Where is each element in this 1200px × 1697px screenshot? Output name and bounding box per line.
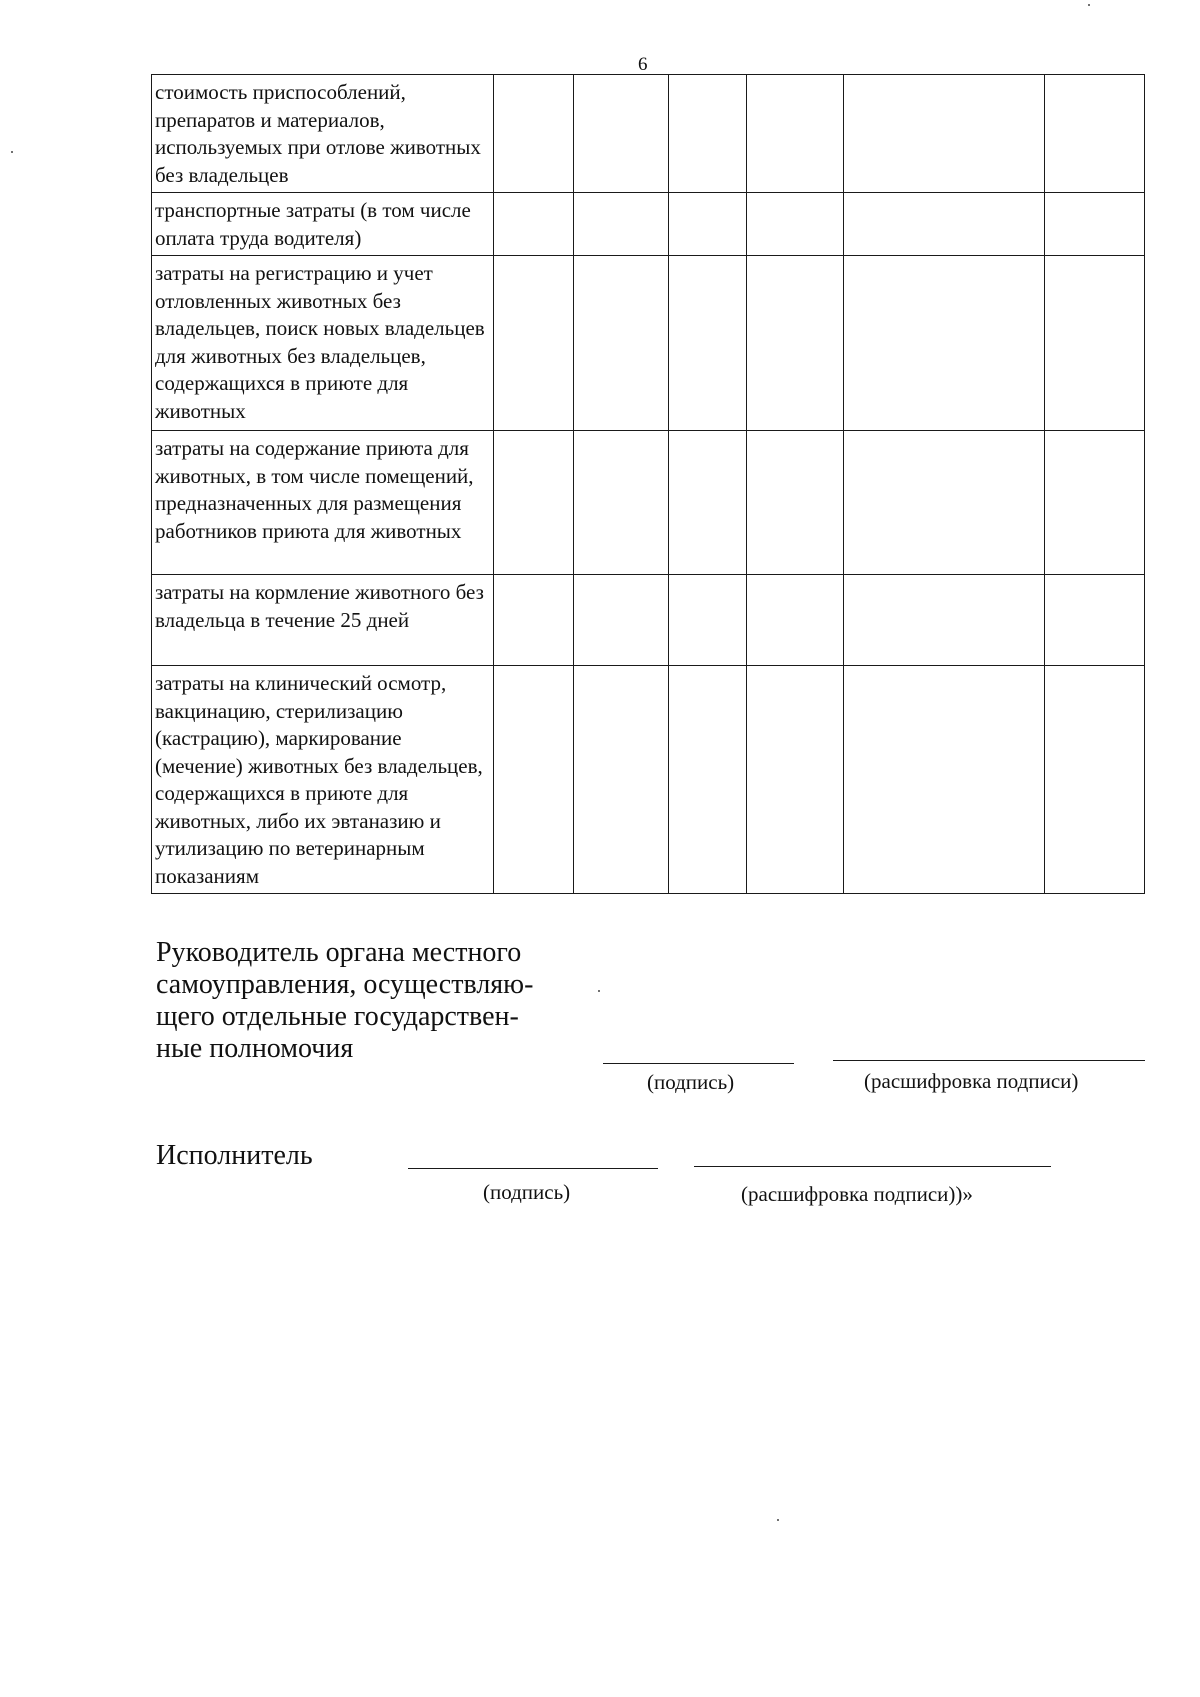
- executor-decoding-caption: (расшифровка подписи))»: [741, 1182, 973, 1206]
- executor-signature-caption: (подпись): [483, 1180, 571, 1204]
- row-label-text: затраты на содержание приюта для животных, в том числе помещений, предназначенных для размещения работников приюта для животных: [155, 436, 474, 543]
- head-signature-caption: (подпись): [647, 1070, 735, 1094]
- scan-speck: [598, 990, 600, 992]
- row-label-text: затраты на кормление животного без владельца в течение 25 дней: [155, 580, 484, 632]
- executor-label: Исполнитель: [156, 1140, 313, 1171]
- row-label-text: затраты на регистрацию и учет отловленных животных без владельцев, поиск новых владельцев для животных без владельцев, содержащихся в приюте для животных: [155, 261, 485, 423]
- head-signature-line: [603, 1063, 794, 1064]
- row-label-text: транспортные затраты (в том числе оплата труда водителя): [155, 198, 471, 250]
- head-decoding-line: [833, 1060, 1145, 1061]
- head-decoding-caption: (расшифровка подписи): [864, 1069, 1079, 1093]
- scan-speck: [11, 151, 13, 153]
- head-title-line: Руководитель органа местного: [156, 937, 522, 968]
- row-label-text: стоимость приспособлений, препаратов и материалов, используемых при отлове животных без владельцев: [155, 80, 481, 187]
- head-title-line: щего отдельные государствен-: [156, 1001, 519, 1032]
- scan-speck: [777, 1519, 779, 1521]
- row-label-text: затраты на клинический осмотр, вакцинацию, стерилизацию (кастрацию), маркирование (мечение) животных без владельцев, содержащихся в приюте для животных, либо их эвтаназию и утилизацию по ветеринарным показаниям: [155, 671, 483, 888]
- page-number: 6: [638, 54, 648, 75]
- head-title-line: самоуправления, осуществляю-: [156, 969, 534, 1000]
- head-official-title: [156, 937, 556, 1065]
- executor-decoding-line: [694, 1166, 1051, 1167]
- head-title-line: ные полномочия: [156, 1033, 354, 1064]
- scan-speck: [1088, 4, 1090, 6]
- executor-signature-line: [408, 1168, 658, 1169]
